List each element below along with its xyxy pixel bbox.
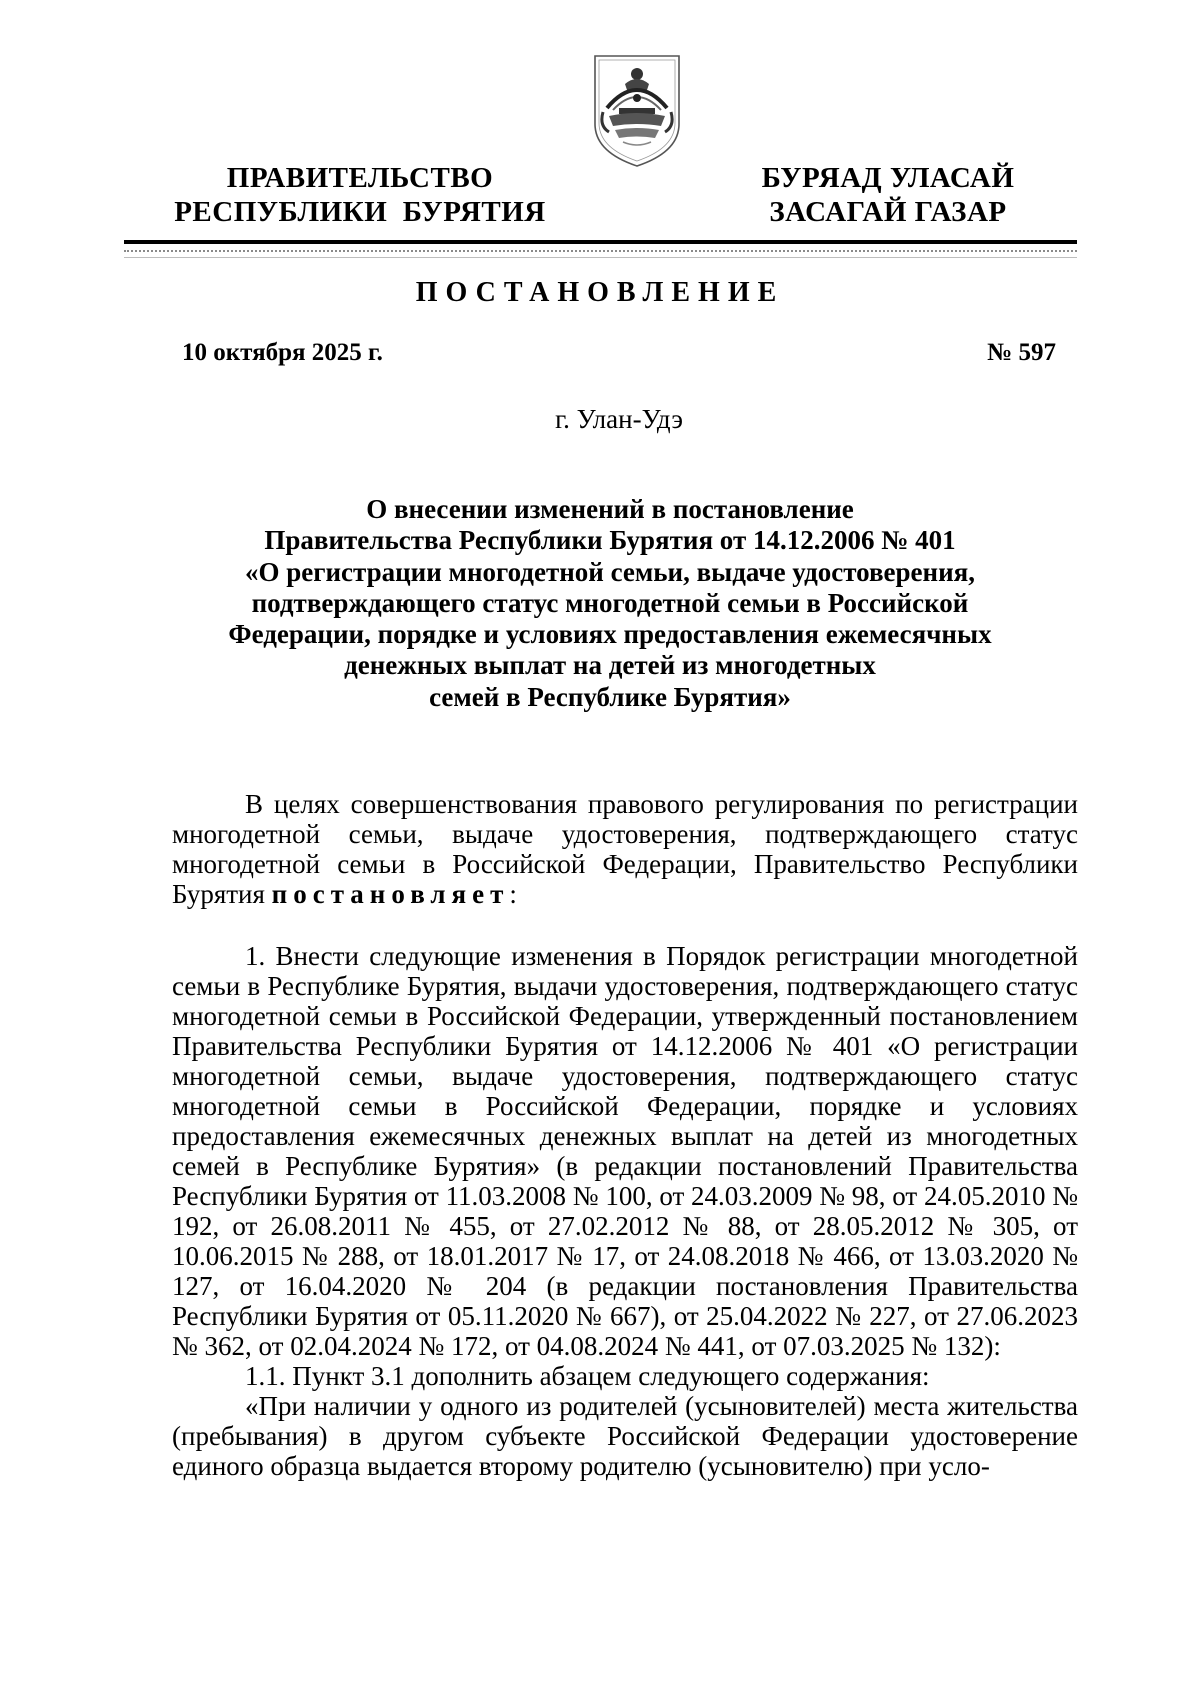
- clause-1-1-paragraph: 1.1. Пункт 3.1 дополнить абзацем следующего содержания:: [245, 1361, 930, 1391]
- decree-city: г. Улан-Удэ: [555, 404, 683, 434]
- header-divider-dotted: [124, 250, 1077, 252]
- issuer-name-russian: [160, 161, 560, 229]
- resolves-colon: :: [509, 879, 517, 909]
- decree-date: 10 октября 2025 г.: [182, 339, 383, 366]
- document-type: ПОСТАНОВЛЕНИЕ: [415, 277, 785, 308]
- decree-number: № 597: [987, 339, 1056, 366]
- issuer-name-buryat-line2: ЗАСАГАЙ ГАЗАР: [769, 196, 1007, 228]
- title-line: подтверждающего статус многодетной семьи в Российской: [251, 587, 969, 618]
- title-line: Правительства Республики Бурятия от 14.12.2006 № 401: [264, 525, 956, 556]
- decree-body: [172, 789, 1078, 1481]
- issuer-name-buryat-line1: БУРЯАД УЛАСАЙ: [761, 162, 1015, 194]
- title-line: Федерации, порядке и условиях предоставления ежемесячных: [228, 619, 992, 650]
- header-divider-thick: [124, 240, 1077, 244]
- title-line: денежных выплат на детей из многодетных: [344, 650, 876, 681]
- coat-of-arms-icon: [589, 52, 685, 170]
- issuer-name-russian-line2: РЕСПУБЛИКИ БУРЯТИЯ: [174, 196, 546, 228]
- issuer-name-russian-line1: ПРАВИТЕЛЬСТВО: [226, 162, 494, 194]
- title-line: семей в Республике Бурятия»: [429, 681, 791, 712]
- title-line: О внесении изменений в постановление: [366, 494, 854, 524]
- quoted-amendment-paragraph: «При наличии у одного из родителей (усыновителей) места жительства (пребывания) в другом субъекте Российской Федерации удостоверение единого образца выдается второму родителю (усыновителю) при усло-: [172, 1391, 1078, 1481]
- preamble-paragraph: [172, 789, 1078, 909]
- issuer-name-buryat: [728, 161, 1048, 229]
- title-line: «О регистрации многодетной семьи, выдаче удостоверения,: [244, 556, 976, 587]
- decree-title: [180, 494, 1040, 713]
- clause-1-paragraph: 1. Внести следующие изменения в Порядок регистрации многодетной семьи в Республике Бурятия, выдачи удостоверения, подтверждающего статус многодетной семьи в Российской Федерации, утвержденный постановлением Правительства Республики Бурятия от 14.12.2006 № 401 «О регистрации многодетной семьи, выдаче удостоверения, подтверждающего статус многодетной семьи в Российской Федерации, порядке и условиях предоставления ежемесячных денежных выплат на детей из многодетных семей в Республике Бурятия» (в редакции постановлений Правительства Республики Бурятия от 11.03.2008 № 100, от 24.03.2009 № 98, от 24.05.2010 № 192, от 26.08.2011 № 455, от 27.02.2012 № 88, от 28.05.2012 № 305, от 10.06.2015 № 288, от 18.01.2017 № 17, от 24.08.2018 № 466, от 13.03.2020 № 127, от 16.04.2020 № 204 (в редакции постановления Правительства Республики Бурятия от 05.11.2020 № 667), от 25.04.2022 № 227, от 27.06.2023 № 362, от 02.04.2024 № 172, от 04.08.2024 № 441, от 07.03.2025 № 132):: [172, 941, 1078, 1361]
- preamble-text: В целях совершенствования правового регулирования по регистрации многодетной семьи, выдаче удостоверения, подтверждающего статус многодетной семьи в Российской Федерации, Правительство Республики Бурятия: [172, 789, 1078, 909]
- resolves-word: постановляет: [271, 879, 510, 909]
- header-divider-thin: [124, 257, 1077, 258]
